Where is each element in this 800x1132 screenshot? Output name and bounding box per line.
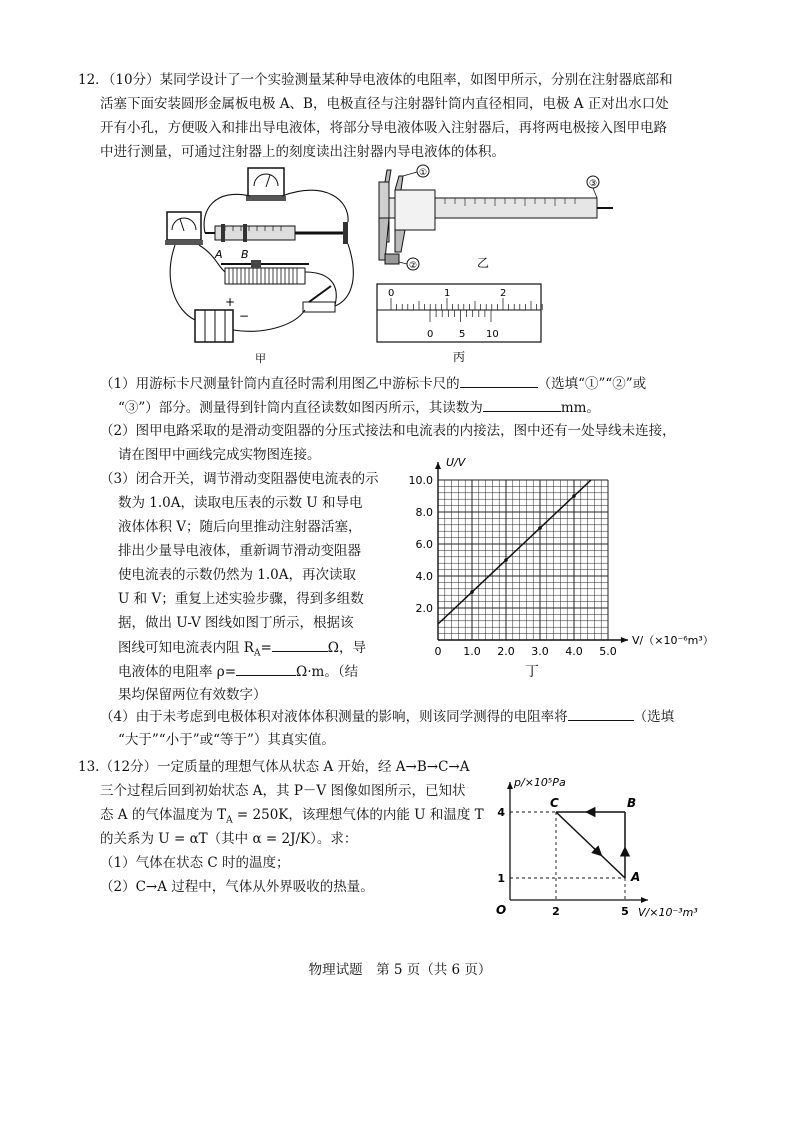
q13-line-1: 13.（12分）一定质量的理想气体从状态 A 开始，经 A→B→C→A bbox=[78, 759, 470, 775]
pv-y-axis-label: p/×10⁵Pa bbox=[514, 776, 566, 789]
uv-y-tick-label: 6.0 bbox=[415, 538, 433, 551]
rheostat bbox=[221, 260, 309, 284]
uv-x-tick-label: 3.0 bbox=[531, 645, 549, 658]
uv-y-tick-label: 10.0 bbox=[408, 474, 433, 487]
q12-part3-text-eq: = bbox=[260, 640, 272, 656]
q12-part3-line-6: U 和 V；重复上述实验步骤，得到多组数 bbox=[118, 591, 364, 607]
uv-data-point bbox=[538, 526, 542, 530]
q12-part1-text-d: mm。 bbox=[560, 400, 600, 416]
q13-line-2: 三个过程后回到初始状态 A，其 P－V 图像如图所示，已知状 bbox=[100, 783, 466, 799]
uv-grid bbox=[438, 480, 608, 640]
main-scale-label-0: 0 bbox=[388, 288, 395, 299]
pv-x-axis-label: V/×10⁻³m³ bbox=[638, 906, 698, 919]
battery-minus-label: − bbox=[239, 309, 250, 323]
q12-stem-line-4: 中进行测量，可通过注射器上的刻度读出注射器内导电液体的体积。 bbox=[100, 144, 505, 160]
chart-uv bbox=[400, 450, 735, 685]
ammeter bbox=[165, 212, 203, 245]
q12-stem bbox=[78, 70, 728, 160]
pv-guide-lines bbox=[510, 812, 625, 900]
q12-part3-text-rho: 电液体的电阻率 ρ= bbox=[118, 664, 237, 680]
caliper-body bbox=[379, 170, 613, 264]
q12-part3-text-ra: 图线可知电流表内阻 R bbox=[118, 640, 254, 656]
q12-part3-text-ohm: Ω，导 bbox=[327, 640, 366, 656]
pv-cycle bbox=[556, 812, 625, 878]
q12-part3-line-5: 使电流表的示数仍然为 1.0A，再次读取 bbox=[118, 567, 357, 583]
syringe bbox=[205, 222, 348, 244]
chart-pv bbox=[490, 770, 740, 920]
q12-part2-line-2: 请在图甲中画线完成实物图连接。 bbox=[118, 447, 321, 463]
q12-part3-line-4: 排出少量导电液体，重新调节滑动变阻器 bbox=[118, 543, 361, 559]
battery-plus-label: + bbox=[225, 295, 236, 309]
main-scale-label-1: 1 bbox=[444, 288, 451, 299]
q12-part3-line-10: 果均保留两位有效数字） bbox=[118, 687, 267, 703]
q12-stem-line-3: 开有小孔，方便吸入和排出导电液体，将部分导电液体吸入注射器后，再将两电极接入图甲电路 bbox=[100, 120, 667, 136]
answer-blank-caliper-part[interactable] bbox=[460, 373, 538, 388]
q12-part2-line-1: （2）图甲电路采取的是滑动变阻器的分压式接法和电流表的内接法，图中还有一处导线未连接， bbox=[100, 423, 676, 439]
q13-line-4: 的关系为 U = αT（其中 α = 2J/K）。求： bbox=[100, 831, 358, 847]
vernier-label-0: 0 bbox=[427, 329, 434, 340]
figure-jia-circuit bbox=[155, 160, 370, 365]
q12-part1-line-1 bbox=[100, 373, 646, 394]
uv-series bbox=[438, 480, 591, 624]
q12-part3-line-2: 数为 1.0A，读取电压表的示数 U 和导电 bbox=[118, 495, 363, 511]
q13-text-ta: 态 A 的气体温度为 T bbox=[100, 807, 227, 823]
uv-y-tick-label: 2.0 bbox=[415, 602, 433, 615]
main-scale-label-2: 2 bbox=[500, 288, 507, 299]
q12-part3-text-unit: Ω·m。（结 bbox=[296, 664, 359, 680]
uv-y-axis-label: U/V bbox=[446, 456, 466, 469]
q12-part4-text-b: （选填 bbox=[633, 709, 675, 725]
q12-part4-line-2: “大于”“小于”或“等于”）其真实值。 bbox=[118, 732, 335, 748]
answer-blank-diameter[interactable] bbox=[483, 397, 561, 412]
battery bbox=[195, 310, 233, 342]
q12-part3-line-8 bbox=[118, 637, 366, 664]
pv-state-label-b: B bbox=[627, 796, 637, 810]
q12-stem-line-1: 12．（10分）某同学设计了一个实验测量某种导电液体的电阻率，如图甲所示，分别在注射器底部和 bbox=[78, 72, 673, 88]
q12-part3-line-1: （3）闭合开关，调节滑动变阻器使电流表的示 bbox=[100, 471, 379, 487]
fig-jia-caption: 甲 bbox=[255, 352, 266, 365]
pv-x-axis-arrow bbox=[641, 897, 648, 903]
q12-part3-line-7: 据，做出 U-V 图线如图丁所示，根据该 bbox=[118, 615, 354, 631]
ra-subscript: A bbox=[253, 648, 261, 659]
uv-data-point bbox=[572, 494, 576, 498]
q12-stem-line-2: 活塞下面安装圆形金属板电极 A、B，电极直径与注射器针筒内直径相同，电极 A 正对出水口处 bbox=[100, 96, 669, 112]
uv-x-tick-label: 5.0 bbox=[599, 645, 617, 658]
pv-arrow-ca bbox=[594, 848, 601, 855]
caliper-label-1: ① bbox=[419, 168, 428, 178]
uv-data-point bbox=[470, 590, 474, 594]
uv-y-axis-arrow bbox=[435, 462, 441, 469]
fig-bing-caption: 丙 bbox=[453, 350, 466, 364]
q13-text-ta-value: = 250K，该理想气体的内能 U 和温度 T bbox=[232, 807, 484, 823]
pv-y-tick-label: 1 bbox=[497, 872, 505, 885]
pv-segment-ca bbox=[556, 812, 625, 878]
q12-part4-text-a: （4）由于未考虑到电极体积对液体体积测量的影响，则该同学测得的电阻率将 bbox=[100, 709, 568, 725]
uv-axes bbox=[435, 462, 628, 643]
electrode-a-label: A bbox=[215, 248, 223, 261]
vernier-label-10: 10 bbox=[486, 329, 499, 340]
uv-chart-title: 丁 bbox=[525, 664, 539, 680]
electrode-b-label: B bbox=[241, 248, 249, 261]
q12-part4-line-1 bbox=[100, 706, 674, 727]
pv-y-axis-arrow bbox=[507, 782, 513, 789]
vernier-label-5: 5 bbox=[459, 329, 466, 340]
uv-x-tick-label: 0 bbox=[434, 645, 442, 658]
q12-part1-text-a: （1）用游标卡尺测量针筒内直径时需利用图乙中游标卡尺的 bbox=[100, 376, 460, 392]
q13-line-3 bbox=[100, 805, 484, 831]
q13-line-6: （2）C→A 过程中，气体从外界吸收的热量。 bbox=[100, 879, 374, 895]
q13-line-5: （1）气体在状态 C 时的温度； bbox=[100, 855, 290, 871]
figure-yi-caliper bbox=[365, 162, 625, 277]
pv-x-tick-label: 2 bbox=[552, 905, 560, 918]
uv-x-axis-label: V/（×10⁻⁶m³） bbox=[632, 634, 714, 647]
uv-y-tick-label: 4.0 bbox=[415, 570, 433, 583]
answer-blank-comparison[interactable] bbox=[568, 706, 634, 721]
uv-x-tick-label: 2.0 bbox=[497, 645, 515, 658]
switch bbox=[303, 286, 335, 312]
pv-state-label-c: C bbox=[550, 796, 559, 810]
q12-part3-line-9 bbox=[118, 661, 358, 682]
q12-part1-line-2 bbox=[118, 397, 600, 418]
fig-yi-caption: 乙 bbox=[477, 256, 490, 270]
pv-y-tick-label: 4 bbox=[497, 806, 505, 819]
pv-x-tick-label: 5 bbox=[621, 905, 629, 918]
q12-part3-line-3: 液体体积 V；随后向里推动注射器活塞， bbox=[118, 519, 362, 535]
voltmeter bbox=[246, 168, 286, 201]
uv-x-tick-label: 4.0 bbox=[565, 645, 583, 658]
answer-blank-resistivity[interactable] bbox=[236, 661, 296, 676]
q12-part1-text-b: （选填“①”“②”或 bbox=[537, 376, 647, 392]
caliper-label-2: ② bbox=[409, 261, 418, 271]
pv-state-labels bbox=[550, 796, 640, 884]
uv-x-tick-label: 1.0 bbox=[463, 645, 481, 658]
q12-part1-text-c: “③”）部分。测量得到针筒内直径读数如图丙所示，其读数为 bbox=[118, 400, 483, 416]
page-footer: 物理试题 第 5 页（共 6 页） bbox=[308, 962, 492, 978]
uv-x-axis-arrow bbox=[621, 637, 628, 643]
ta-subscript: A bbox=[226, 815, 233, 826]
caliper-label-3: ③ bbox=[589, 179, 598, 189]
pv-origin-label: O bbox=[496, 903, 507, 917]
uv-data-point bbox=[504, 558, 508, 562]
pv-state-label-a: A bbox=[631, 870, 641, 884]
figure-bing-reading bbox=[375, 282, 545, 364]
answer-blank-ra[interactable] bbox=[272, 637, 328, 652]
uv-series-line bbox=[438, 480, 591, 624]
uv-y-tick-label: 8.0 bbox=[415, 506, 433, 519]
